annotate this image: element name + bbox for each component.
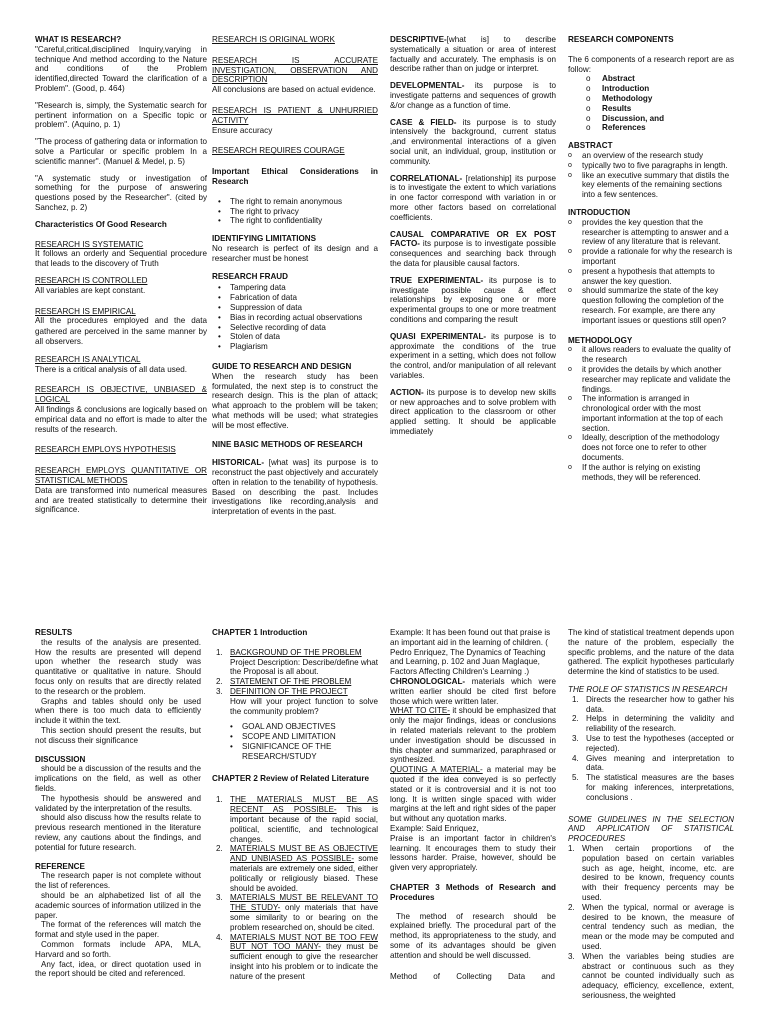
chapter2-heading: CHAPTER 2 Review of Related Literature — [212, 773, 369, 783]
list-item-text: The statistical measures are the bases for making inferences, interpretations, conclusions . — [586, 773, 734, 802]
courage-heading: RESEARCH REQUIRES COURAGE — [212, 146, 345, 156]
quoting-paragraph — [390, 765, 556, 824]
definition-good: "Careful,critical,disciplined Inquiry,varying in technique And method according to the Nature and conditions of the Problem identified,directed Toward the clarification of a Problem". (Good, p. 464) — [35, 44, 207, 93]
definition-aquino: "Research is, simply, the Systematic search for pertinent information on a Specific topic or problem". (Aquino, p. 1) — [35, 100, 207, 130]
sufficient-heading: MATERIALS MUST NOT BE TOO FEW BUT NOT TOO MANY- — [230, 932, 378, 952]
background-text: Project Description: Describe/define what the Proposal is all about. — [230, 657, 379, 677]
list-item: o it allows readers to evaluate the quality of the research — [568, 345, 734, 365]
page1-column-4 — [568, 35, 734, 488]
ethics-list — [212, 197, 378, 226]
list-item: 3. When the variables being studies are abstract or continuous such as they cannot be counted individually such as adequacy, efficiency, excellence, extent, seriousness, the weighted — [568, 951, 734, 1000]
fraud-list — [212, 283, 378, 352]
quantitative-heading: RESEARCH EMPLOYS QUANTITATIVE OR STATISTICAL METHODS — [35, 466, 207, 485]
what-to-cite-label: WHAT TO CITE- — [390, 706, 450, 716]
controlled-heading: RESEARCH IS CONTROLLED — [35, 275, 148, 285]
quoting-label: QUOTING A MATERIAL- — [390, 765, 483, 775]
list-item: o an overview of the research study — [568, 151, 734, 161]
historical-label: HISTORICAL- — [212, 458, 265, 468]
list-item: o typically two to five paragraphs in length. — [568, 161, 734, 171]
methodology-heading: METHODOLOGY — [568, 335, 633, 345]
recent-text: This is important because of the rapid social, political, scientific, and technological changes. — [230, 805, 378, 844]
role-list — [568, 695, 734, 803]
relevant-heading: MATERIALS MUST BE RELEVANT TO THE STUDY- — [230, 893, 378, 913]
objective-materials-text: some materials are extremely one sided, either politically or religiously biased. These should be avoided. — [230, 854, 379, 893]
action-text: its purpose is to develop new skills or new approaches and to solve problem with direct application to the classroom or other applied setting. It should be applicable immediately — [390, 387, 556, 436]
chapter1-sub-list — [212, 722, 378, 761]
list-item: • SCOPE AND LIMITATION — [224, 732, 378, 742]
historical-paragraph — [212, 458, 378, 517]
causal-paragraph — [390, 230, 556, 269]
descriptive-text: [what is] to describe systematically a situation or area of interest factually and accurately. The emphasis is on describe rather than on judge or interpret. — [390, 35, 556, 74]
action-paragraph — [390, 388, 556, 437]
statistics-intro: The kind of statistical treatment depends upon the nature of the problem, especially the specific problems, and the nature of the data gathered. The explicit hypotheses particularly determine the kind of statistics to be used. — [568, 628, 734, 677]
reference-p5: Any fact, idea, or direct quotation used in the report should be cited and referenced. — [35, 959, 201, 979]
correlational-text: [relationship] its purpose is to investigate the extent to which variations in one factor correspond with variation in or more other factors based on correlational coefficients. — [390, 173, 556, 222]
page1-column-1 — [35, 35, 207, 522]
causal-text: its purpose is to investigate possible consequences and searching back through the data for plausible causal factors. — [390, 239, 556, 268]
action-label: ACTION- — [390, 387, 424, 397]
fraud-heading: RESEARCH FRAUD — [212, 271, 288, 281]
components-heading: RESEARCH COMPONENTS — [568, 35, 674, 44]
list-item: 3. Use to test the hypotheses (accepted or rejected). — [572, 733, 734, 753]
list-item-text: When certain proportions of the population based on certain variables such as age, height, income, etc. are desired to be known, frequency counts with their frequency percents may be used. — [582, 843, 734, 902]
list-item: 2. MATERIALS MUST BE AS OBJECTIVE AND UNBIASED AS POSSIBLE- some materials are extremely one sided, either politically or religiously biased. These should be avoided. — [216, 844, 379, 893]
list-item: • Selective recording of data — [212, 323, 378, 333]
analytical-heading: RESEARCH IS ANALYTICAL — [35, 354, 141, 364]
introduction-list — [568, 218, 734, 326]
discussion-p3: should also discuss how the results relate to previous research mentioned in the literature review, any cautions about the findings, and potential for future research. — [35, 813, 201, 852]
chronological-paragraph — [390, 677, 556, 706]
list-item: o References — [586, 123, 734, 133]
limitations-text: No research is perfect of its design and a researcher must be honest — [212, 243, 378, 263]
quasi-experimental-paragraph — [390, 332, 556, 381]
example-enriquez-text: Praise is an important factor in children's learning. It encourages them to study their lessons harder. Praise, however, should be given very appropriately. — [390, 833, 556, 873]
components-list — [568, 74, 734, 133]
list-item-text: Use to test the hypotheses (accepted or rejected). — [586, 733, 734, 753]
descriptive-paragraph — [390, 35, 556, 74]
empirical-text: All the procedures employed and the data gathered are perceived in the same manner by all observers. — [35, 316, 207, 347]
list-item: o Abstract — [586, 74, 734, 84]
empirical-heading: RESEARCH IS EMPIRICAL — [35, 306, 136, 316]
example-enriquez-label: Example: Said Enriquez, — [390, 823, 479, 833]
page2-column-2 — [212, 628, 378, 988]
nine-methods-heading: NINE BASIC METHODS OF RESEARCH — [212, 439, 363, 449]
list-item: o Introduction — [586, 84, 734, 94]
list-item: 2. STATEMENT OF THE PROBLEM — [216, 677, 352, 687]
page1-column-2 — [212, 35, 378, 524]
discussion-heading: DISCUSSION — [35, 754, 86, 764]
list-item: o provides the key question that the researcher is attempting to answer and a review of any literature that is relevant. — [568, 218, 734, 247]
discussion-p1: should be a discussion of the results and the implications on the field, as well as other fields. — [35, 764, 201, 793]
guide-design-heading: GUIDE TO RESEARCH AND DESIGN — [212, 361, 352, 371]
list-item: 4. Gives meaning and interpretation to data. — [572, 753, 734, 773]
chapter1-heading: CHAPTER 1 Introduction — [212, 628, 308, 637]
descriptive-label: DESCRIPTIVE- — [390, 35, 447, 44]
abstract-heading: ABSTRACT — [568, 141, 613, 151]
guidelines-list — [568, 844, 734, 1001]
list-item-text: Gives meaning and interpretation to data. — [586, 753, 734, 773]
page2-column-3 — [390, 628, 556, 988]
accurate-heading: RESEARCH IS ACCURATE INVESTIGATION, OBSERVATION AND DESCRIPTION — [212, 55, 378, 85]
chapter2-list — [212, 795, 378, 981]
original-work-heading: RESEARCH IS ORIGINAL WORK — [212, 35, 335, 44]
list-item: • Tampering data — [212, 283, 378, 293]
developmental-label: DEVELOPMENTAL- — [390, 81, 465, 91]
list-item: 4. MATERIALS MUST NOT BE TOO FEW BUT NOT TOO MANY- they must be sufficient enough to give the researcher insight into his problem or to indicate the nature of the present — [216, 932, 378, 981]
list-item: • The right to remain anonymous — [212, 197, 378, 207]
list-item: o provide a rationale for why the research is important — [568, 247, 734, 267]
what-to-cite-paragraph — [390, 706, 556, 765]
correlational-paragraph — [390, 174, 556, 223]
sufficient-text: they must be sufficient enough to give the researcher insight into his problem or to indicate the nature of the present — [230, 942, 378, 981]
list-item: o The information is arranged in chronological order with the most important information at the top of each section. — [568, 394, 734, 433]
list-item: • GOAL AND OBJECTIVES — [224, 722, 378, 732]
developmental-paragraph — [390, 81, 556, 110]
list-item: 5. The statistical measures are the bases for making inferences, interpretations, conclusions . — [572, 773, 734, 802]
controlled-text: All variables are kept constant. — [35, 285, 146, 295]
ethics-heading: Important Ethical Considerations in Research — [212, 167, 378, 186]
list-item: 1. BACKGROUND OF THE PROBLEM Project Description: Describe/define what the Proposal is all about. — [216, 647, 379, 677]
reference-p1: The research paper is not complete without the list of references. — [35, 871, 201, 891]
developmental-text: its purpose is to investigate patterns and sequences of growth &/or change as a function of time. — [390, 81, 556, 110]
reference-heading: REFERENCE — [35, 861, 85, 871]
list-item: • Suppression of data — [212, 303, 378, 313]
role-heading: THE ROLE OF STATISTICS IN RESEARCH — [568, 684, 728, 694]
true-experimental-paragraph — [390, 276, 556, 325]
introduction-heading: INTRODUCTION — [568, 207, 631, 217]
analytical-text: There is a critical analysis of all data used. — [35, 364, 188, 374]
list-item: 2. When the typical, normal or average is desired to be known, the measure of central tendency such as median, the mean or the mode may be computed and used. — [568, 902, 734, 951]
chapter3-tail: Method of Collecting Data and — [390, 971, 555, 981]
page2-column-1 — [35, 628, 201, 979]
list-item: • Bias in recording actual observations — [212, 313, 378, 323]
reference-p3: The format of the references will match the format and style used in the paper. — [35, 920, 201, 940]
list-item: 3. MATERIALS MUST BE RELEVANT TO THE STUDY- only materials that have some similarity to or bearing on the problem researched on, should be cited. — [216, 893, 378, 932]
what-is-research-heading: WHAT IS RESEARCH? — [35, 35, 122, 44]
hypothesis-heading: RESEARCH EMPLOYS HYPOTHESIS — [35, 445, 176, 455]
case-field-label: CASE & FIELD- — [390, 117, 457, 127]
what-to-cite-text: it should be emphasized that only the major findings, ideas or conclusions in related materials relevant to the problem under investigation should be discussed in this chapter and summarized, paraphrased or synthesized. — [390, 706, 557, 765]
guide-design-text: When the research study has been formulated, the next step is to construct the research design. This is the plan of attack; what approach to the problem will be taken; what methods will be used; what strategies will be most effective. — [212, 371, 378, 430]
list-item: o present a hypothesis that attempts to answer the key question. — [568, 267, 734, 287]
list-item: • Plagiarism — [212, 342, 378, 352]
list-item: o like an executive summary that distils the key elements of the remaining sections into a few sentences. — [568, 171, 734, 200]
list-item: o Results — [586, 104, 734, 114]
results-p3: This section should present the results, but not discuss their significance — [35, 725, 201, 745]
discussion-p2: The hypothesis should be answered and validated by the interpretation of the results. — [35, 793, 201, 813]
true-experimental-label: TRUE EXPERIMENTAL- — [390, 275, 484, 285]
chronological-text: materials which were written earlier should be cited first before those which were written later. — [390, 676, 556, 706]
guidelines-heading: SOME GUIDELINES IN THE SELECTION AND APPLICATION OF STATISTICAL PROCEDURES — [568, 814, 734, 844]
abstract-list — [568, 151, 734, 200]
list-item: o Ideally, description of the methodology does not force one to refer to other documents. — [568, 433, 734, 462]
list-item: 1. THE MATERIALS MUST BE AS RECENT AS POSSIBLE- This is important because of the rapid social, political, scientific, and technological changes. — [216, 795, 378, 844]
definition-text: How will your project function to solve the community problem? — [230, 696, 378, 716]
recent-heading: THE MATERIALS MUST BE AS RECENT AS POSSIBLE- — [230, 795, 378, 815]
page2-column-4 — [568, 628, 734, 1007]
patient-text: Ensure accuracy — [212, 125, 273, 135]
chapter3-text: The method of research should be explained briefly. The procedural part of the method, its appropriateness to the study, and some of its advantages should be given attention and should be well discussed. — [390, 911, 556, 960]
causal-label: CAUSAL COMPARATIVE OR EX POST FACTO- — [390, 229, 556, 249]
reference-p2: should be an alphabetized list of all the academic sources of information utilized in the paper. — [35, 890, 202, 920]
definition-heading: DEFINITION OF THE PROJECT — [230, 686, 348, 696]
quasi-experimental-label: QUASI EXPERIMENTAL- — [390, 331, 487, 341]
list-item: o Methodology — [586, 94, 734, 104]
results-p1: the results of the analysis are presented. How the results are presented will depend upon whether the research study was quantitative or qualitative in nature. Should focus only on results that are directly related to the research or the problem. — [35, 637, 201, 696]
statement-heading: STATEMENT OF THE PROBLEM — [230, 677, 352, 687]
list-item: o it provides the details by which another researcher may replicate and validate the findings. — [568, 365, 734, 394]
chapter3-heading: CHAPTER 3 Methods of Research and Procedures — [390, 882, 556, 902]
list-item: 1. Directs the researcher how to gather his data. — [572, 694, 734, 714]
chronological-label: CHRONOLOGICAL- — [390, 676, 466, 686]
list-item-text: When the typical, normal or average is desired to be known, the measure of central tendency such as median, the mean or the mode may be computed and used. — [582, 902, 734, 951]
list-item: • Fabrication of data — [212, 293, 378, 303]
correlational-label: CORRELATIONAL- — [390, 173, 463, 183]
components-intro: The 6 components of a research report are as follow: — [568, 54, 734, 74]
page1-column-3 — [390, 35, 556, 444]
results-p2: Graphs and tables should only be used when there is too much data to efficiently include it within the text. — [35, 696, 201, 726]
characteristics-heading: Characteristics Of Good Research — [35, 219, 167, 229]
objective-materials-heading: MATERIALS MUST BE AS OBJECTIVE AND UNBIASED AS POSSIBLE- — [230, 844, 378, 864]
results-heading: RESULTS — [35, 628, 73, 637]
list-item: o Discussion, and — [586, 114, 734, 124]
list-item-text: When the variables being studies are abstract or continuous such as they cannot be counted individually such as adequacy, efficiency, excellence, extent, seriousness, the weighted — [582, 951, 734, 1000]
list-item: • Stolen of data — [212, 332, 378, 342]
relevant-text: only materials that have some similarity to or bearing on the problem researched on, should be cited. — [230, 903, 378, 932]
quasi-experimental-text: its purpose is to approximate the conditions of the true experiment in a setting, which does not follow the control, and/or manipulation of all relevant variables. — [390, 331, 556, 380]
limitations-heading: IDENTIFYING LIMITATIONS — [212, 234, 317, 244]
list-item-text: Directs the researcher how to gather his data. — [586, 694, 734, 714]
list-item: 3. DEFINITION OF THE PROJECT How will your project function to solve the community problem? — [216, 686, 378, 716]
list-item-text: Helps in determining the validity and reliability of the research. — [586, 714, 734, 734]
systematic-text: It follows an orderly and Sequential procedure that leads to the discovery of Truth — [35, 249, 207, 269]
list-item: o If the author is relying on existing methods, they will be referenced. — [568, 463, 734, 483]
background-heading: BACKGROUND OF THE PROBLEM — [230, 647, 362, 657]
example-praise: Example: It has been found out that praise is an important aid in the learning of children. ( Pedro Enriquez, The Dynamics of Teaching and Learning, p. 102 and Juan Maglaque, Factors Affecting Children's Learning .) — [390, 628, 551, 677]
systematic-heading: RESEARCH IS SYSTEMATIC — [35, 239, 144, 249]
reference-p4: Common formats include APA, MLA, Harvard and so forth. — [35, 939, 201, 959]
list-item: • The right to confidentiality — [212, 216, 378, 226]
list-item: 1. When certain proportions of the population based on certain variables such as age, height, income, etc. are desired to be known, frequency counts with their frequency percents may be used. — [568, 843, 734, 902]
historical-text: [what was] its purpose is to reconstruct the past objectively and accurately often in relation to the tenability of hypothesis. Based on describing the past. Includes investigations like recording,analysis and interpretation of events in the past. — [212, 458, 379, 517]
case-field-paragraph — [390, 118, 556, 167]
quantitative-text: Data are transformed into numerical measures and are treated statistically to determine their significance. — [35, 485, 207, 515]
chapter1-list — [212, 648, 378, 717]
list-item: o should summarize the state of the key question following the completion of the research. For example, are there any important issues or questions still open? — [568, 286, 734, 325]
methodology-list — [568, 345, 734, 482]
list-item: • SIGNIFICANCE OF THE RESEARCH/STUDY — [224, 742, 378, 762]
accurate-text: All conclusions are based on actual evidence. — [212, 85, 376, 95]
objective-heading: RESEARCH IS OBJECTIVE, UNBIASED & LOGICAL — [35, 385, 207, 405]
case-field-text: its purpose is to study intensively the background, current status ,and environmental interactions of a given social unit, an individual, group, institution or community. — [390, 117, 556, 166]
true-experimental-text: its purpose is to investigate possible cause & effect relationships by exposing one or more experimental groups to one or more treatment conditions and comparing the result — [390, 275, 556, 324]
objective-text: All findings & conclusions are logically based on empirical data and no effort is made to alter the results of the research. — [35, 405, 207, 434]
definition-sanchez: "A systematic study or investigation of something for the purpose of answering questions posed by the Researcher". (cited by Sanchez, p. 2) — [35, 173, 207, 212]
list-item: 2. Helps in determining the validity and reliability of the research. — [572, 714, 734, 734]
patient-heading: RESEARCH IS PATIENT & UNHURRIED ACTIVITY — [212, 105, 378, 125]
definition-manuel-medel: "The process of gathering data or information to solve a Particular or specific problem In a scientific manner". (Manuel & Medel, p. 5) — [35, 137, 207, 166]
quoting-text: a material may be quoted if the idea conveyed is so perfectly stated or it is controversial and it is not too long. It is written single spaced with wider margins at the left and right sides of the paper but without any quotation marks. — [390, 765, 556, 824]
list-item: • The right to privacy — [212, 207, 378, 217]
